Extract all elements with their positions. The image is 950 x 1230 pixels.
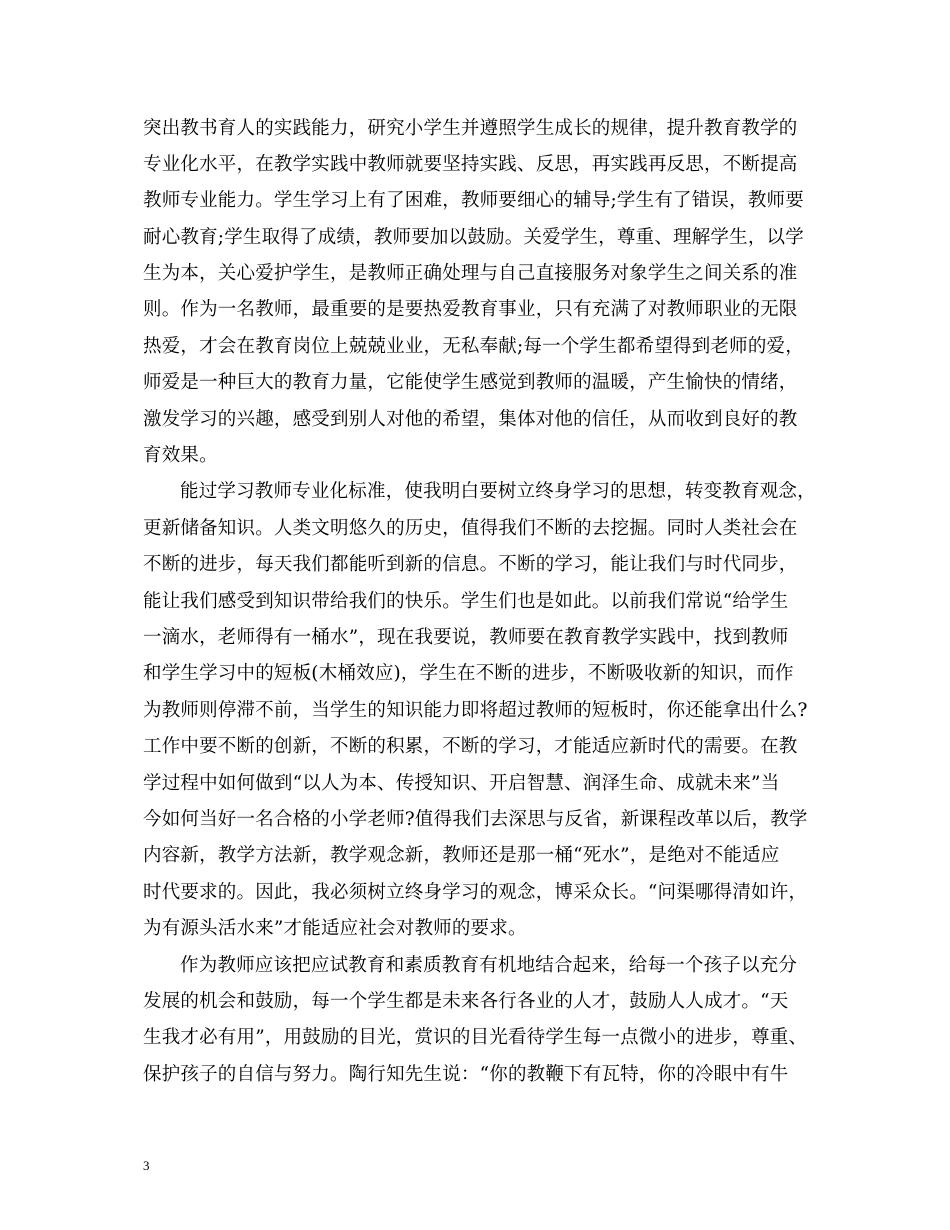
text-line: 发展的机会和鼓励，每一个学生都是未来各行各业的人才，鼓励人人成才。“天 bbox=[143, 991, 789, 1012]
text-line: 不断的进步，每天我们都能听到新的信息。不断的学习，能让我们与时代同步， bbox=[143, 554, 798, 575]
text-line: 和学生学习中的短板(木桶效应)，学生在不断的进步，不断吸收新的知识，而作 bbox=[143, 663, 794, 684]
text-line: 育效果。 bbox=[143, 445, 218, 466]
text-line: 为教师则停滞不前，当学生的知识能力即将超过教师的短板时，你还能拿出什么? bbox=[143, 700, 808, 721]
text-line: 突出教书育人的实践能力，研究小学生并遵照学生成长的规律，提升教育教学的 bbox=[143, 118, 798, 139]
text-line: 师爱是一种巨大的教育力量，它能使学生感觉到教师的温暖，产生愉快的情绪， bbox=[143, 372, 798, 393]
text-line: 生我才必有用”，用鼓励的目光，赏识的目光看待学生每一点微小的进步，尊重、 bbox=[143, 1027, 808, 1048]
text-line: 为有源头活水来”才能适应社会对教师的要求。 bbox=[143, 918, 527, 939]
text-line: 能过学习教师专业化标准，使我明白要树立终身学习的思想，转变教育观念， bbox=[180, 481, 816, 502]
text-line: 热爱，才会在教育岗位上兢兢业业，无私奉献;每一个学生都希望得到老师的爱， bbox=[143, 336, 804, 357]
page-number: 3 bbox=[143, 1158, 150, 1173]
text-line: 则。作为一名教师，最重要的是要热爱教育事业，只有充满了对教师职业的无限 bbox=[143, 299, 798, 320]
text-line: 学过程中如何做到“以人为本、传授知识、开启智慧、润泽生命、成就未来”当 bbox=[143, 773, 780, 794]
text-line: 内容新，教学方法新，教学观念新，教师还是那一桶“死水”，是绝对不能适应 bbox=[143, 845, 780, 866]
text-line: 生为本，关心爱护学生，是教师正确处理与自己直接服务对象学生之间关系的准 bbox=[143, 263, 798, 284]
text-line: 时代要求的。因此，我必须树立终身学习的观念，博采众长。“问渠哪得清如许， bbox=[143, 882, 808, 903]
text-line: 能让我们感受到知识带给我们的快乐。学生们也是如此。以前我们常说“给学生 bbox=[143, 591, 789, 612]
text-line: 耐心教育;学生取得了成绩，教师要加以鼓励。关爱学生，尊重、理解学生，以学 bbox=[143, 227, 804, 248]
text-line: 更新储备知识。人类文明悠久的历史，值得我们不断的去挖掘。同时人类社会在 bbox=[143, 518, 798, 539]
text-line: 工作中要不断的创新，不断的积累，不断的学习，才能适应新时代的需要。在教 bbox=[143, 736, 798, 757]
text-line: 教师专业能力。学生学习上有了困难，教师要细心的辅导;学生有了错误，教师要 bbox=[143, 190, 804, 211]
text-line: 保护孩子的自信与努力。陶行知先生说：“你的教鞭下有瓦特，你的冷眼中有牛 bbox=[143, 1064, 789, 1085]
text-line: 今如何当好一名合格的小学老师?值得我们去深思与反省，新课程改革以后，教学 bbox=[143, 809, 808, 830]
text-line: 专业化水平，在教学实践中教师就要坚持实践、反思，再实践再反思，不断提高 bbox=[143, 154, 798, 175]
text-line: 作为教师应该把应试教育和素质教育有机地结合起来，给每一个孩子以充分 bbox=[180, 955, 798, 976]
text-line: 激发学习的兴趣，感受到别人对他的希望，集体对他的信任，从而收到良好的教 bbox=[143, 409, 798, 430]
text-line: 一滴水，老师得有一桶水”，现在我要说，教师要在教育教学实践中，找到教师 bbox=[143, 627, 789, 648]
